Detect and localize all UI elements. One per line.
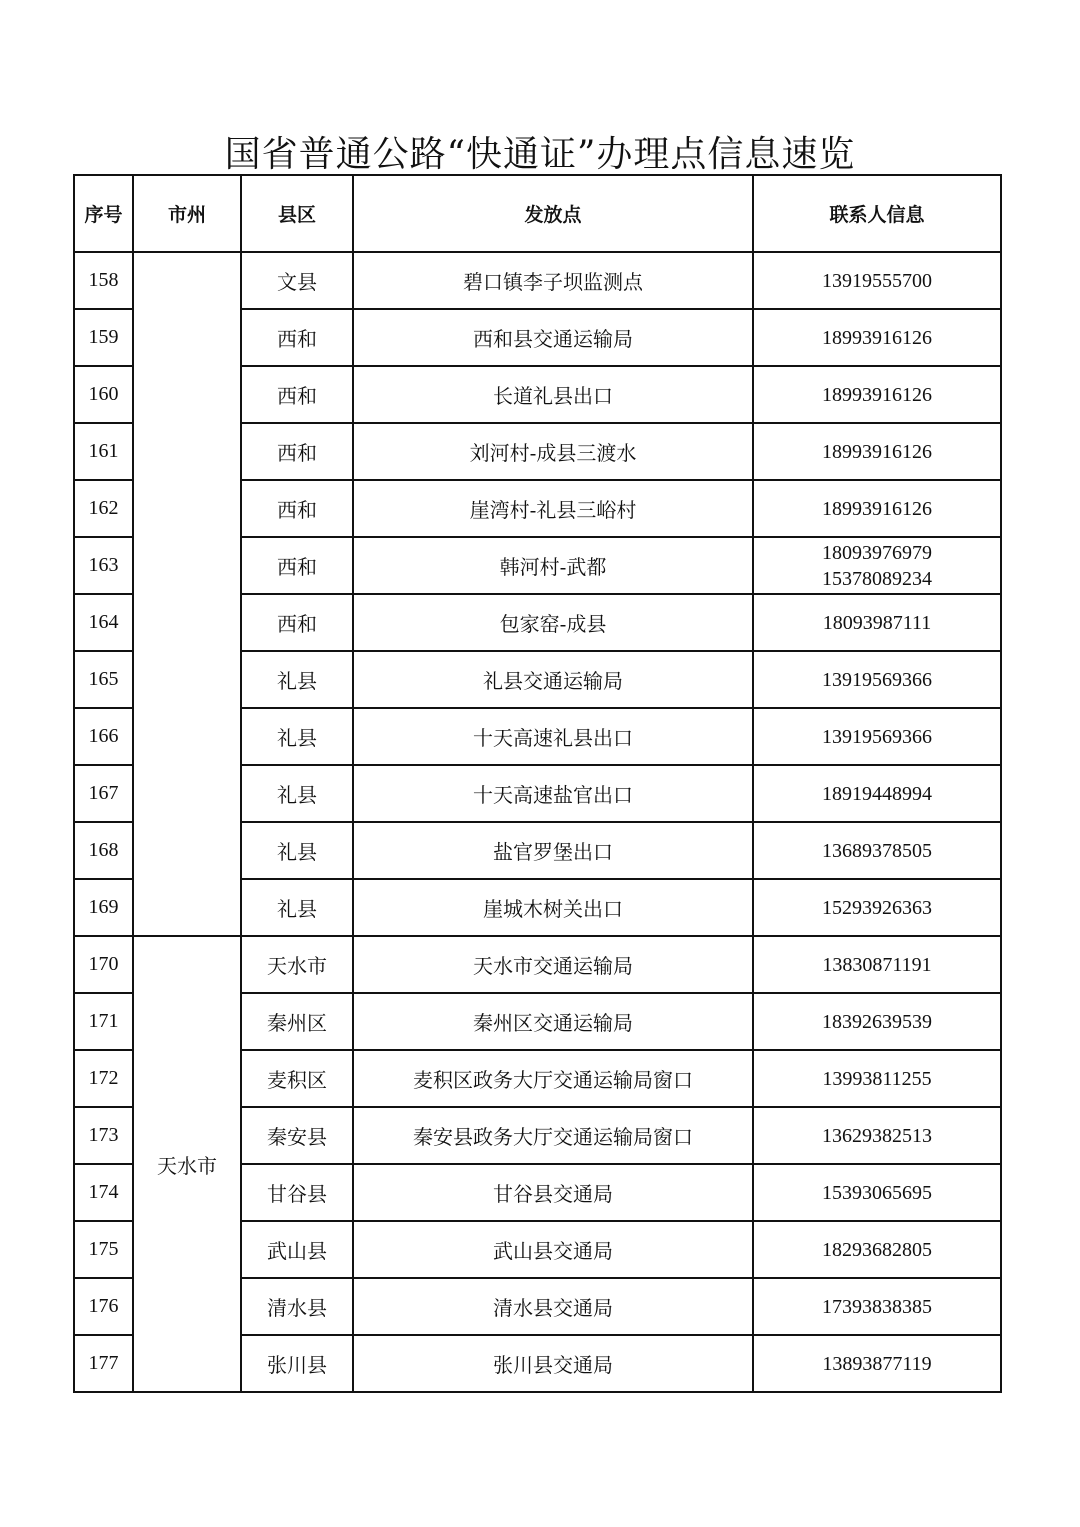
county-cell: 甘谷县 bbox=[241, 1164, 353, 1221]
phone-number: 18093987111 bbox=[822, 611, 932, 634]
row-index: 162 bbox=[74, 480, 133, 537]
county-cell: 礼县 bbox=[241, 765, 353, 822]
contact-cell bbox=[753, 537, 1001, 594]
header-row bbox=[74, 175, 1001, 252]
phone-number: 15378089234 bbox=[822, 567, 932, 590]
county-cell: 张川县 bbox=[241, 1335, 353, 1392]
point-cell: 十天高速礼县出口 bbox=[353, 708, 753, 765]
point-cell: 刘河村-成县三渡水 bbox=[353, 423, 753, 480]
county-cell: 天水市 bbox=[241, 936, 353, 993]
page-title: 国省普通公路“快通证”办理点信息速览 bbox=[224, 134, 856, 175]
point-cell: 盐官罗堡出口 bbox=[353, 822, 753, 879]
phone-number: 13629382513 bbox=[822, 1124, 932, 1147]
phone-number: 18093976979 bbox=[822, 541, 932, 564]
contact-cell bbox=[753, 1050, 1001, 1107]
county-cell: 文县 bbox=[241, 252, 353, 309]
row-index: 161 bbox=[74, 423, 133, 480]
point-cell: 崖城木树关出口 bbox=[353, 879, 753, 936]
point-cell: 西和县交通运输局 bbox=[353, 309, 753, 366]
phone-number: 13830871191 bbox=[822, 953, 932, 976]
contact-cell bbox=[753, 594, 1001, 651]
contact-cell bbox=[753, 423, 1001, 480]
row-index: 173 bbox=[74, 1107, 133, 1164]
header-county: 县区 bbox=[241, 175, 353, 252]
county-cell: 礼县 bbox=[241, 879, 353, 936]
phone-number: 18993916126 bbox=[822, 383, 932, 406]
row-index: 159 bbox=[74, 309, 133, 366]
header-point: 发放点 bbox=[353, 175, 753, 252]
point-cell: 包家窑-成县 bbox=[353, 594, 753, 651]
row-index: 171 bbox=[74, 993, 133, 1050]
point-cell: 甘谷县交通局 bbox=[353, 1164, 753, 1221]
contact-cell bbox=[753, 1335, 1001, 1392]
contact-cell bbox=[753, 708, 1001, 765]
county-cell: 礼县 bbox=[241, 651, 353, 708]
point-cell: 长道礼县出口 bbox=[353, 366, 753, 423]
row-index: 166 bbox=[74, 708, 133, 765]
row-index: 167 bbox=[74, 765, 133, 822]
row-index: 165 bbox=[74, 651, 133, 708]
county-cell: 秦州区 bbox=[241, 993, 353, 1050]
row-index: 170 bbox=[74, 936, 133, 993]
contact-cell bbox=[753, 765, 1001, 822]
table-row bbox=[74, 936, 1001, 993]
county-cell: 西和 bbox=[241, 366, 353, 423]
phone-number: 13993811255 bbox=[822, 1067, 932, 1090]
row-index: 174 bbox=[74, 1164, 133, 1221]
county-cell: 清水县 bbox=[241, 1278, 353, 1335]
county-cell: 礼县 bbox=[241, 822, 353, 879]
phone-number: 18919448994 bbox=[822, 782, 932, 805]
county-cell: 西和 bbox=[241, 480, 353, 537]
phone-number: 13919569366 bbox=[822, 725, 932, 748]
contact-cell bbox=[753, 480, 1001, 537]
phone-number: 13919569366 bbox=[822, 668, 932, 691]
point-cell: 秦州区交通运输局 bbox=[353, 993, 753, 1050]
phone-number: 13919555700 bbox=[822, 269, 932, 292]
county-cell: 武山县 bbox=[241, 1221, 353, 1278]
phone-number: 15293926363 bbox=[822, 896, 932, 919]
city-cell bbox=[133, 252, 241, 936]
county-cell: 西和 bbox=[241, 423, 353, 480]
contact-cell bbox=[753, 1107, 1001, 1164]
row-index: 172 bbox=[74, 1050, 133, 1107]
row-index: 169 bbox=[74, 879, 133, 936]
point-cell: 清水县交通局 bbox=[353, 1278, 753, 1335]
row-index: 158 bbox=[74, 252, 133, 309]
phone-number: 13689378505 bbox=[822, 839, 932, 862]
county-cell: 西和 bbox=[241, 594, 353, 651]
point-cell: 崖湾村-礼县三峪村 bbox=[353, 480, 753, 537]
point-cell: 张川县交通局 bbox=[353, 1335, 753, 1392]
contact-cell bbox=[753, 879, 1001, 936]
info-table bbox=[73, 174, 1002, 1393]
contact-cell bbox=[753, 936, 1001, 993]
county-cell: 秦安县 bbox=[241, 1107, 353, 1164]
phone-number: 13893877119 bbox=[822, 1352, 932, 1375]
point-cell: 武山县交通局 bbox=[353, 1221, 753, 1278]
header-city: 市州 bbox=[133, 175, 241, 252]
point-cell: 十天高速盐官出口 bbox=[353, 765, 753, 822]
contact-cell bbox=[753, 993, 1001, 1050]
phone-number: 18392639539 bbox=[822, 1010, 932, 1033]
county-cell: 麦积区 bbox=[241, 1050, 353, 1107]
county-cell: 西和 bbox=[241, 309, 353, 366]
row-index: 163 bbox=[74, 537, 133, 594]
phone-number: 18993916126 bbox=[822, 497, 932, 520]
county-cell: 西和 bbox=[241, 537, 353, 594]
contact-cell bbox=[753, 822, 1001, 879]
row-index: 164 bbox=[74, 594, 133, 651]
county-cell: 礼县 bbox=[241, 708, 353, 765]
row-index: 176 bbox=[74, 1278, 133, 1335]
phone-number: 17393838385 bbox=[822, 1295, 932, 1318]
contact-cell bbox=[753, 1278, 1001, 1335]
phone-number: 15393065695 bbox=[822, 1181, 932, 1204]
contact-cell bbox=[753, 366, 1001, 423]
contact-cell bbox=[753, 651, 1001, 708]
table-row bbox=[74, 252, 1001, 309]
contact-cell bbox=[753, 1164, 1001, 1221]
row-index: 168 bbox=[74, 822, 133, 879]
contact-cell bbox=[753, 252, 1001, 309]
contact-cell bbox=[753, 1221, 1001, 1278]
phone-number: 18993916126 bbox=[822, 440, 932, 463]
table-body bbox=[74, 252, 1001, 1392]
point-cell: 碧口镇李子坝监测点 bbox=[353, 252, 753, 309]
point-cell: 天水市交通运输局 bbox=[353, 936, 753, 993]
contact-cell bbox=[753, 309, 1001, 366]
header-contact: 联系人信息 bbox=[753, 175, 1001, 252]
phone-number: 18293682805 bbox=[822, 1238, 932, 1261]
row-index: 160 bbox=[74, 366, 133, 423]
point-cell: 秦安县政务大厅交通运输局窗口 bbox=[353, 1107, 753, 1164]
point-cell: 麦积区政务大厅交通运输局窗口 bbox=[353, 1050, 753, 1107]
phone-number: 18993916126 bbox=[822, 326, 932, 349]
point-cell: 礼县交通运输局 bbox=[353, 651, 753, 708]
header-index: 序号 bbox=[74, 175, 133, 252]
row-index: 177 bbox=[74, 1335, 133, 1392]
row-index: 175 bbox=[74, 1221, 133, 1278]
point-cell: 韩河村-武都 bbox=[353, 537, 753, 594]
city-cell: 天水市 bbox=[133, 936, 241, 1392]
